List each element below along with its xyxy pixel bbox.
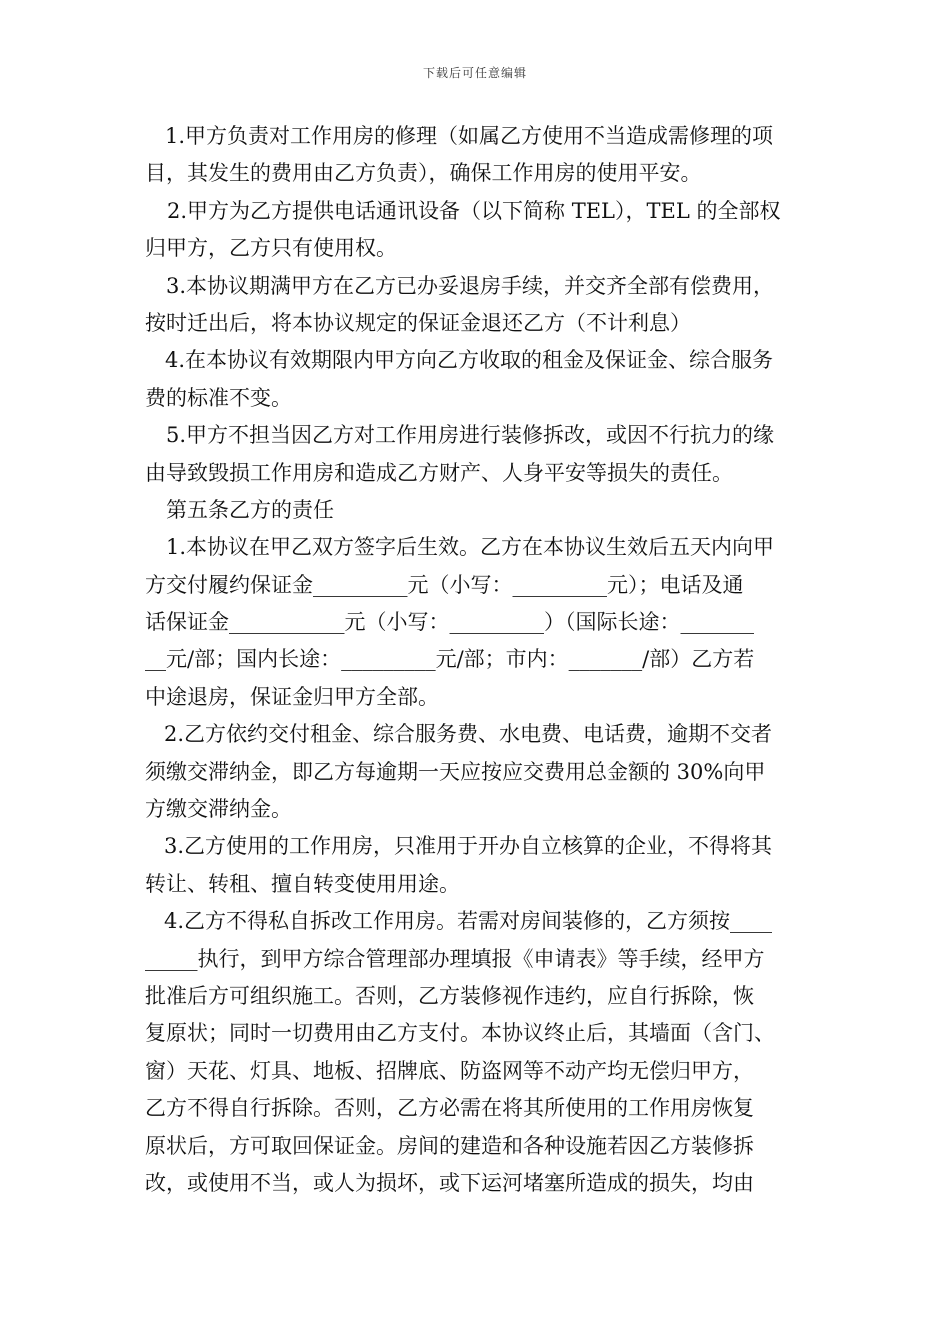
section-heading: 第五条乙方的责任 xyxy=(166,497,334,522)
clause-line: 原状后，方可取回保证金。房间的建造和各种设施若因乙方装修拆 xyxy=(145,1133,754,1158)
clause-line: 按时迁出后，将本协议规定的保证金退还乙方（不计利息） xyxy=(145,310,691,335)
clause-line: 转让、转租、擅自转变使用用途。 xyxy=(145,871,460,896)
clause-line: 由导致毁损工作用房和造成乙方财产、人身平安等损失的责任。 xyxy=(145,460,733,485)
clause-line: 方缴交滞纳金。 xyxy=(145,797,292,822)
clause-line: 2.甲方为乙方提供电话通讯设备（以下简称 TEL），TEL 的全部权 xyxy=(167,198,781,223)
clause-line: 话保证金___________元（小写：_________）（国际长途：_______ xyxy=(145,610,754,635)
clause-line: 须缴交滞纳金，即乙方每逾期一天应按应交费用总金额的 30%向甲 xyxy=(145,759,766,784)
clause-line: 复原状；同时一切费用由乙方支付。本协议终止后，其墙面（含门、 xyxy=(145,1021,775,1046)
clause-line: 1.本协议在甲乙双方签字后生效。乙方在本协议生效后五天内向甲 xyxy=(166,535,775,560)
clause-line: 方交付履约保证金_________元（小写：_________元）；电话及通 xyxy=(145,572,744,597)
clause-line: 2.乙方依约交付租金、综合服务费、水电费、电话费，逾期不交者 xyxy=(164,722,773,747)
clause-line: 1.甲方负责对工作用房的修理（如属乙方使用不当造成需修理的项 xyxy=(165,124,774,148)
clause-line: 批准后方可组织施工。否则，乙方装修视作违约，应自行拆除，恢 xyxy=(145,983,754,1008)
clause-line: 中途退房，保证金归甲方全部。 xyxy=(145,684,439,709)
clause-line: _____执行，到甲方综合管理部办理填报《申请表》等手续，经甲方 xyxy=(145,946,765,971)
document-body xyxy=(145,118,810,1202)
clause-line: 费的标准不变。 xyxy=(145,385,292,410)
page-header-note: 下载后可任意编辑 xyxy=(422,66,527,80)
clause-line: 目，其发生的费用由乙方负责），确保工作用房的使用平安。 xyxy=(145,161,702,186)
clause-line: 4.乙方不得私自拆改工作用房。若需对房间装修的，乙方须按____ xyxy=(164,909,773,934)
clause-line: __元/部；国内长途：_________元/部；市内：_______/部）乙方若 xyxy=(145,647,755,672)
clause-line: 乙方不得自行拆除。否则，乙方必需在将其所使用的工作用房恢复 xyxy=(145,1096,754,1121)
clause-line: 4.在本协议有效期限内甲方向乙方收取的租金及保证金、综合服务 xyxy=(165,348,774,373)
clause-line: 5.甲方不担当因乙方对工作用房进行装修拆改，或因不行抗力的缘 xyxy=(166,423,775,448)
clause-line: 窗）天花、灯具、地板、招牌底、防盗网等不动产均无偿归甲方， xyxy=(145,1058,754,1083)
clause-line: 改，或使用不当，或人为损坏，或下运河堵塞所造成的损失，均由 xyxy=(145,1170,754,1195)
clause-line: 3.乙方使用的工作用房，只准用于开办自立核算的企业，不得将其 xyxy=(164,834,773,859)
clause-line: 3.本协议期满甲方在乙方已办妥退房手续，并交齐全部有偿费用， xyxy=(166,273,775,298)
clause-line: 归甲方，乙方只有使用权。 xyxy=(145,236,397,261)
